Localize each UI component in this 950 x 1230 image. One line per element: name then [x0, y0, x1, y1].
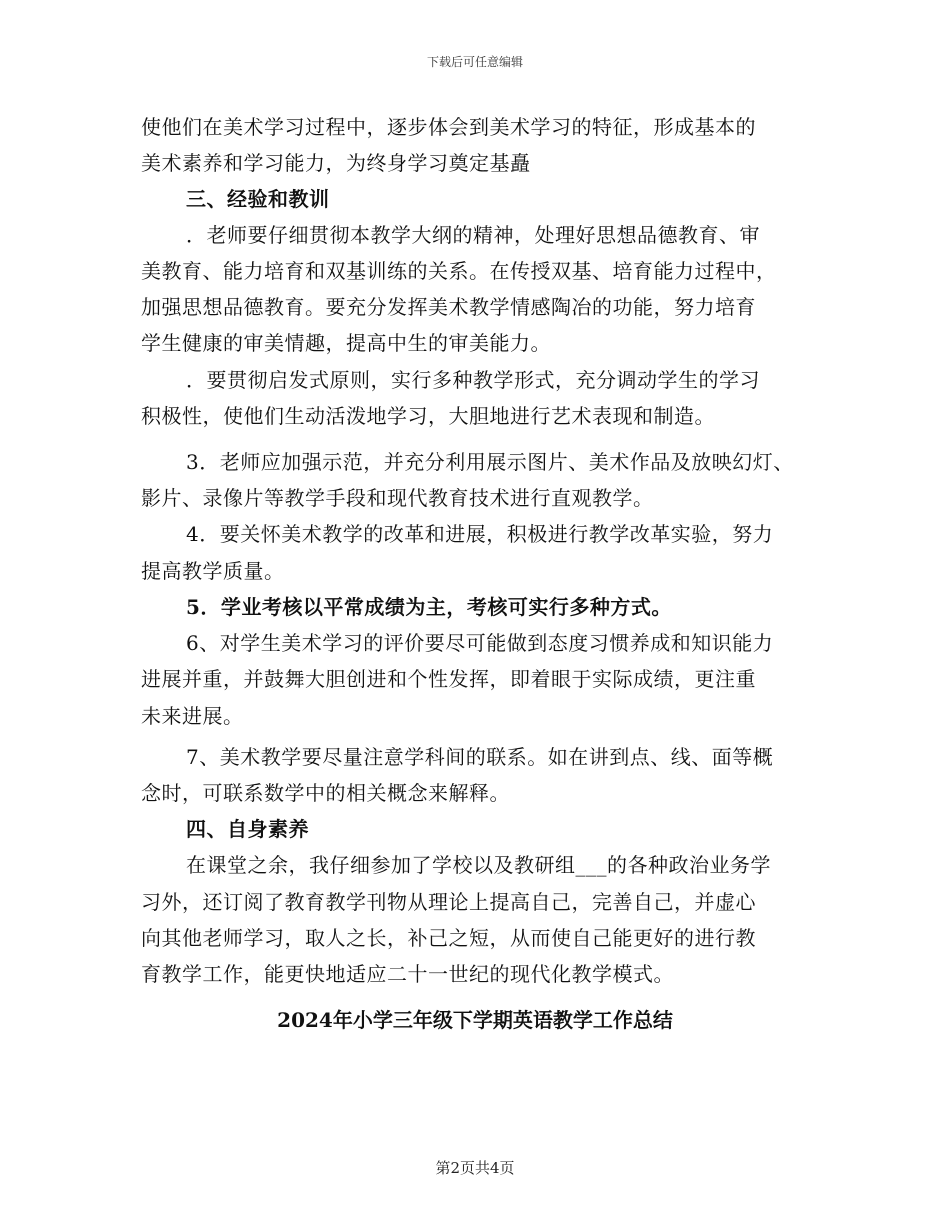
body-line: 4．要关怀美术教学的改革和进展，积极进行教学改革实验，努力 — [186, 522, 774, 546]
bold-statement: 5．学业考核以平常成绩为主，考核可实行多种方式。 — [186, 595, 672, 619]
body-line: ．要贯彻启发式原则，实行多种教学形式，充分调动学生的学习 — [186, 368, 760, 392]
body-line: 使他们在美术学习过程中，逐步体会到美术学习的特征，形成基本的 — [141, 115, 756, 139]
body-line: 美术素养和学习能力，为终身学习奠定基矗 — [141, 151, 531, 175]
body-line: 积极性，使他们生动活泼地学习，大胆地进行艺术表现和制造。 — [141, 404, 715, 428]
section-heading: 四、自身素养 — [186, 817, 309, 841]
page-header: 下载后可任意编辑 — [426, 55, 523, 69]
body-line: 念时，可联系数学中的相关概念来解释。 — [141, 781, 510, 805]
body-line: 提高教学质量。 — [141, 559, 285, 583]
body-line: 加强思想品德教育。要充分发挥美术教学情感陶冶的功能，努力培育 — [141, 295, 756, 319]
body-line: 7、美术教学要尽量注意学科间的联系。如在讲到点、线、面等概 — [186, 745, 774, 769]
body-line: 向其他老师学习，取人之长，补己之短，从而使自己能更好的进行教 — [141, 926, 756, 950]
body-line: 进展并重，并鼓舞大胆创进和个性发挥，即着眼于实际成绩，更注重 — [141, 667, 756, 691]
body-line: 习外，还订阅了教育教学刊物从理论上提高自己，完善自己，并虚心 — [141, 890, 756, 914]
body-line: 3．老师应加强示范，并充分利用展示图片、美术作品及放映幻灯、 — [186, 450, 794, 474]
body-line: 美教育、能力培育和双基训练的关系。在传授双基、培育能力过程中， — [141, 259, 777, 283]
body-line: 影片、录像片等教学手段和现代教育技术进行直观教学。 — [141, 486, 654, 510]
body-line: ．老师要仔细贯彻本教学大纲的精神，处理好思想品德教育、审 — [186, 223, 760, 247]
page-number: 第2页共4页 — [435, 1159, 515, 1177]
section-heading: 三、经验和教训 — [186, 187, 330, 211]
body-line: 未来进展。 — [141, 704, 244, 728]
body-line: 学生健康的审美情趣，提高中生的审美能力。 — [141, 331, 551, 355]
next-document-title: 2024年小学三年级下学期英语教学工作总结 — [277, 1008, 673, 1032]
body-line: 6、对学生美术学习的评价要尽可能做到态度习惯养成和知识能力 — [186, 631, 774, 655]
body-line: 在课堂之余，我仔细参加了学校以及教研组___的各种政治业务学 — [186, 853, 771, 877]
body-line: 育教学工作，能更快地适应二十一世纪的现代化教学模式。 — [141, 962, 674, 986]
